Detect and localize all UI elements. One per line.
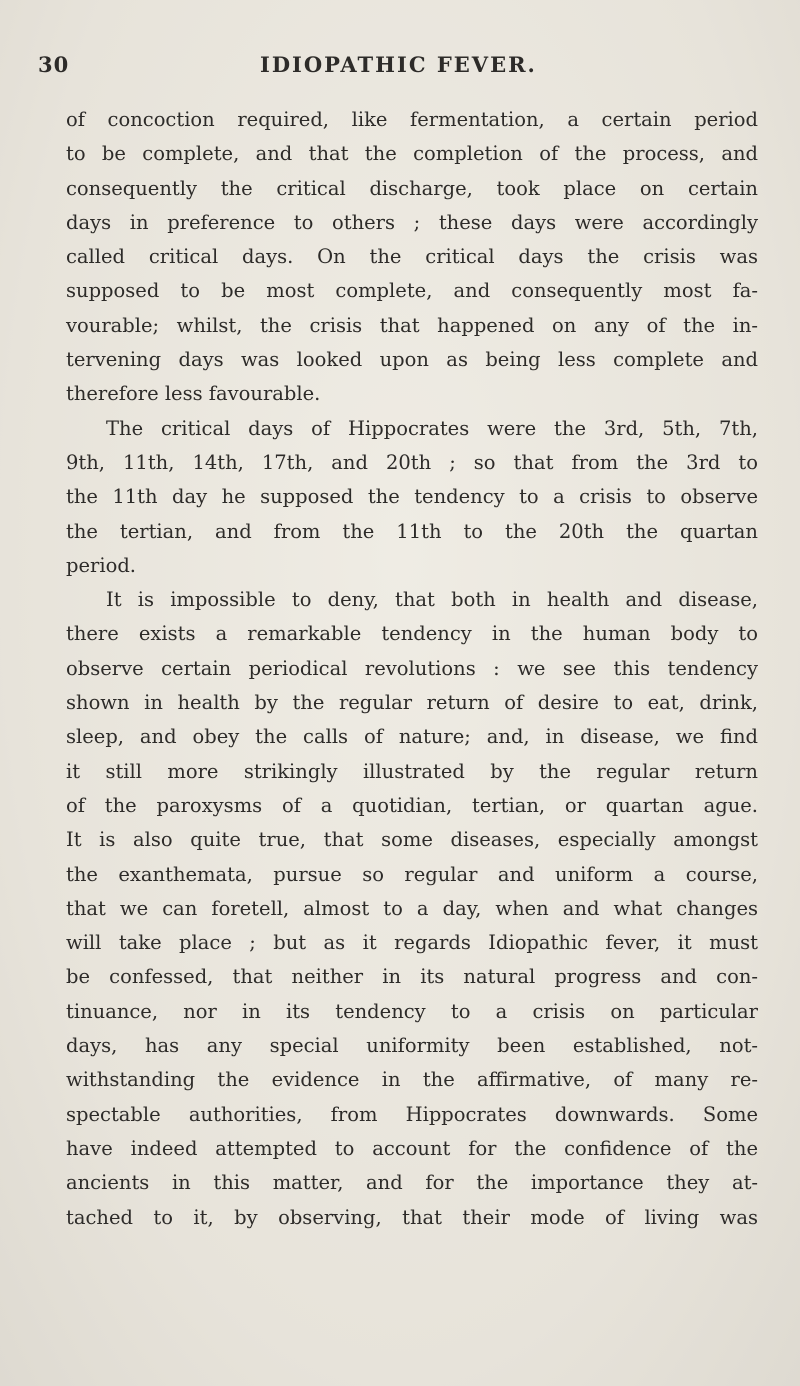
text-line: tinuance, nor in its tendency to a crisis on particular: [66, 999, 758, 1023]
text-line: ancients in this matter, and for the importance they at-: [66, 1171, 758, 1195]
text-line: days in preference to others ; these days were accordingly: [66, 210, 758, 234]
text-line: tached to it, by observing, that their mode of living was: [66, 1205, 758, 1229]
text-line: therefore less favourable.: [66, 382, 321, 406]
text-line: vourable; whilst, the crisis that happened on any of the in-: [66, 313, 758, 337]
text-line: shown in health by the regular return of desire to eat, drink,: [66, 691, 758, 715]
text-line: period.: [66, 553, 137, 577]
text-line: will take place ; but as it regards Idiopathic fever, it must: [66, 931, 758, 955]
text-line: tervening days was looked upon as being less complete and: [66, 348, 758, 372]
text-line: The critical days of Hippocrates were the 3rd, 5th, 7th,: [106, 416, 758, 440]
text-line: called critical days. On the critical days the crisis was: [66, 245, 758, 269]
running-title: IDIOPATHIC FEVER.: [260, 52, 537, 77]
text-line: that we can foretell, almost to a day, when and what changes: [66, 896, 758, 920]
text-line: of concoction required, like fermentation, a certain period: [66, 108, 758, 131]
text-line: the tertian, and from the 11th to the 20th the quartan: [66, 519, 758, 543]
body-text: [66, 103, 758, 1235]
text-line: be confessed, that neither in its natural progress and con-: [66, 965, 758, 989]
text-line: observe certain periodical revolutions : we see this tendency: [66, 656, 758, 680]
text-line: to be complete, and that the completion of the process, and: [66, 142, 758, 166]
text-line: spectable authorities, from Hippocrates downwards. Some: [66, 1102, 758, 1126]
text-line: days, has any special uniformity been established, not-: [66, 1034, 758, 1058]
text-line: withstanding the evidence in the affirmative, of many re-: [66, 1068, 758, 1092]
text-line: the exanthemata, pursue so regular and uniform a course,: [66, 862, 758, 886]
text-line: It is also quite true, that some diseases, especially amongst: [66, 828, 758, 852]
text-line: supposed to be most complete, and consequently most fa-: [66, 279, 758, 303]
text-line: sleep, and obey the calls of nature; and, in disease, we find: [66, 725, 758, 749]
text-line: have indeed attempted to account for the confidence of the: [66, 1136, 758, 1160]
text-line: 9th, 11th, 14th, 17th, and 20th ; so that from the 3rd to: [66, 450, 758, 474]
page-number: 30: [38, 52, 70, 77]
page-header: [38, 52, 740, 88]
text-line: It is impossible to deny, that both in health and disease,: [106, 588, 758, 612]
text-line: consequently the critical discharge, took place on certain: [66, 176, 758, 200]
text-line: of the paroxysms of a quotidian, tertian, or quartan ague.: [66, 793, 758, 817]
text-line: it still more strikingly illustrated by the regular return: [66, 759, 758, 783]
text-line: the 11th day he supposed the tendency to a crisis to observe: [66, 485, 758, 509]
text-line: there exists a remarkable tendency in the human body to: [66, 622, 758, 646]
